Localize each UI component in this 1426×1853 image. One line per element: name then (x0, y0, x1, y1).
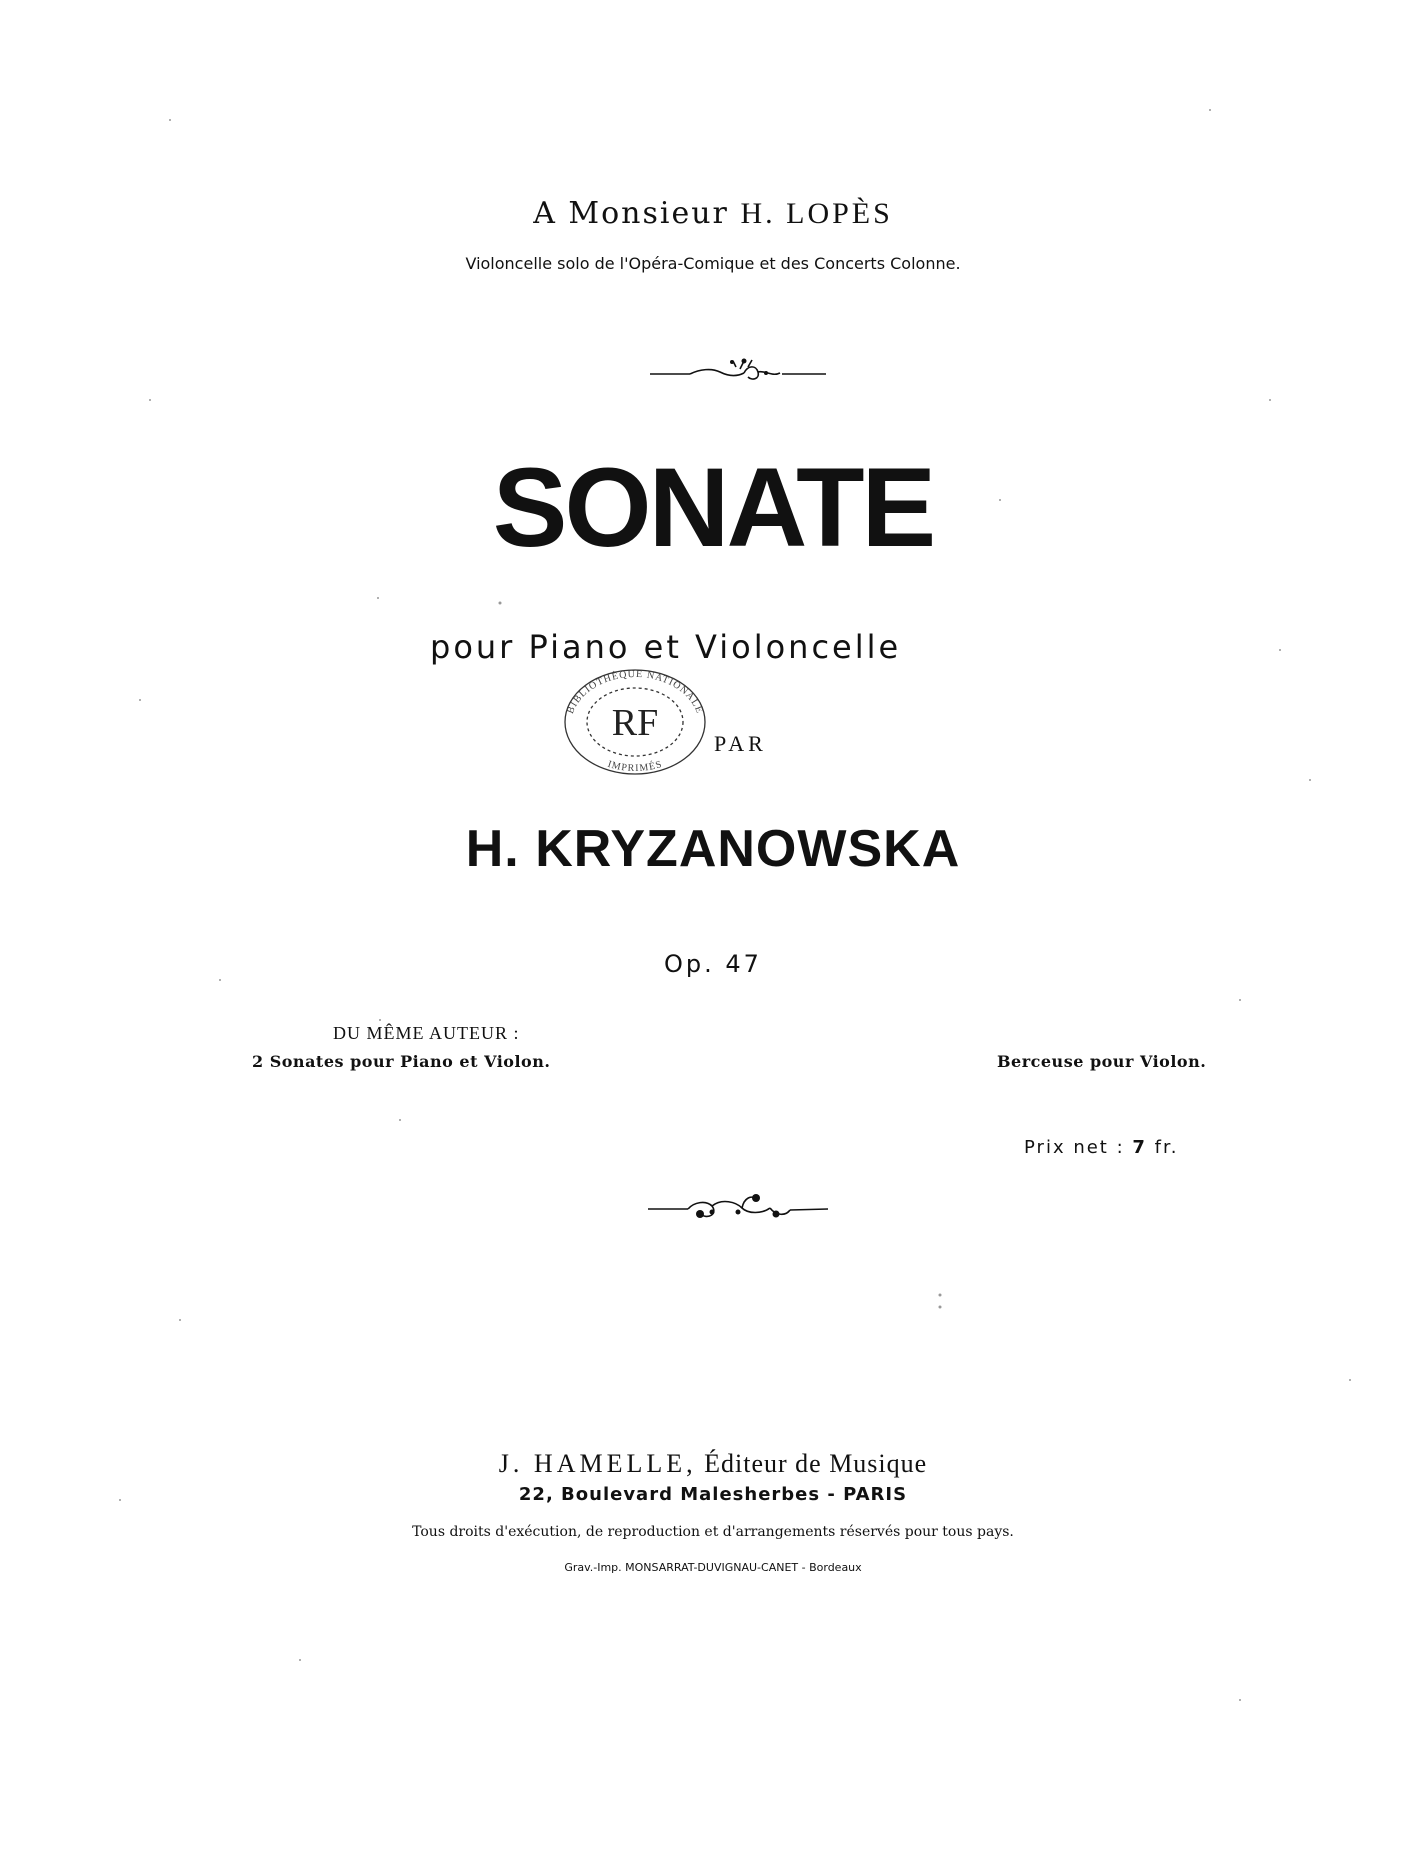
dedication-prefix: A Monsieur (533, 196, 729, 231)
work-title: SONATE (492, 445, 934, 570)
stamp-ring-top: BIBLIOTHÈQUE NATIONALE (565, 668, 705, 716)
stamp-ring-bottom: IMPRIMÉS (606, 758, 664, 775)
publisher-name: J. HAMELLE, (498, 1449, 697, 1478)
price-label: Prix net : (1024, 1137, 1125, 1158)
dedication-name: H. LOPÈS (740, 197, 893, 230)
library-stamp-icon (557, 663, 713, 781)
dedication-role: Violoncelle solo de l'Opéra-Comique et des Concerts Colonne. (465, 254, 961, 273)
price-amount: 7 (1132, 1137, 1147, 1158)
floral-divider-icon (0, 1186, 1426, 1230)
floral-divider-icon (0, 355, 1426, 389)
publisher (0, 1449, 1426, 1479)
price-unit: fr. (1154, 1137, 1179, 1158)
opus-number: Op. 47 (664, 950, 762, 978)
dedication (0, 196, 1426, 231)
same-author-heading: DU MÊME AUTEUR : (333, 1023, 520, 1043)
publisher-address: 22, Boulevard Malesherbes - PARIS (518, 1484, 908, 1505)
other-work-item: 2 Sonates pour Piano et Violon. (252, 1052, 551, 1071)
by-label: PAR (714, 731, 767, 756)
rights-notice: Tous droits d'exécution, de reproduction et d'arrangements réservés pour tous pays. (412, 1524, 1014, 1540)
price (1024, 1137, 1178, 1158)
printer-credit: Grav.-Imp. MONSARRAT-DUVIGNAU-CANET - Bordeaux (564, 1561, 862, 1574)
composer-name: H. KRYZANOWSKA (465, 820, 961, 878)
work-subtitle: pour Piano et Violoncelle (430, 628, 902, 666)
other-work-item: Berceuse pour Violon. (997, 1052, 1207, 1071)
stamp-center: RF (611, 702, 659, 744)
publisher-role: Éditeur de Musique (704, 1449, 928, 1478)
